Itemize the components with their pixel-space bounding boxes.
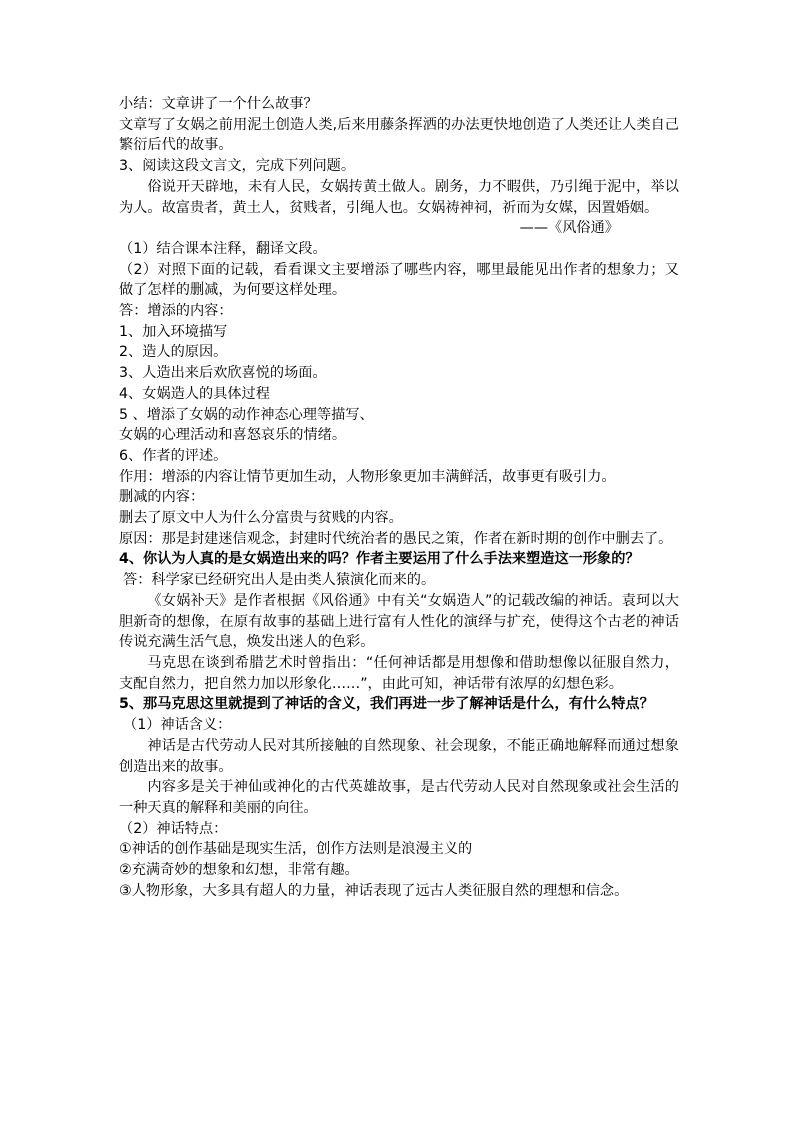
q5-feature: ③人物形象，大多具有超人的力量，神话表现了远古人类征服自然的理想和信念。 xyxy=(119,882,629,899)
q5-def2: 内容多是关于神仙或神化的古代英雄故事，是古代劳动人民对自然现象或社会生活的一种天真的解释和美丽的向往。 xyxy=(119,779,679,816)
q3-item: 5 、增添了女娲的动作神态心理等描写、 xyxy=(119,406,374,423)
q4-para1: 《女娲补天》是作者根据《风俗通》中有关“女娲造人”的记载改编的神话。袁珂以大胆新奇的想像，在原有故事的基础上进行富有人性化的演绎与扩充，使得这个古老的神话传说充满生活气息，焕发出迷人的色彩。 xyxy=(119,592,679,651)
q3-passage: 俗说开天辟地，未有人民，女娲抟黄土做人。剧务，力不暇供，乃引绳于泥中，举以为人。故富贵者，黄土人，贫贱者，引绳人也。女娲祷神祠，祈而为女媒，因置婚姻。 xyxy=(119,178,679,216)
q3-answer-label: 答：增添的内容： xyxy=(119,303,233,320)
q5-feature: ②充满奇妙的想象和幻想，非常有趣。 xyxy=(119,862,359,879)
q3-item: 女娲的心理活动和喜怒哀乐的情绪。 xyxy=(119,427,347,444)
q3-deleted-label: 删减的内容： xyxy=(119,489,205,506)
q3-item: 4、女娲造人的具体过程 xyxy=(119,385,270,402)
q3-source: ——《风俗通》 xyxy=(519,220,619,237)
q5-title: 5、那马克思这里就提到了神话的含义，我们再进一步了解神话是什么，有什么特点？ xyxy=(119,696,654,713)
q5-sub2: （2）神话特点： xyxy=(119,820,228,837)
q5-feature: ①神话的创作基础是现实生活，创作方法则是浪漫主义的 xyxy=(119,841,473,858)
q3-effect: 作用：增添的内容让情节更加生动，人物形象更加丰满鲜活，故事更有吸引力。 xyxy=(119,468,616,485)
q3-deleted: 删去了原文中人为什么分富贵与贫贱的内容。 xyxy=(119,510,403,527)
q3-item: 1、加入环境描写 xyxy=(119,323,228,340)
q3-title: 3、阅读这段文言文，完成下列问题。 xyxy=(119,158,356,175)
q3-item: 6、作者的评述。 xyxy=(119,447,228,464)
q3-sub2: （2）对照下面的记载，看看课文主要增添了哪些内容，哪里最能见出作者的想象力；又做了怎样的删减，为何要这样处理。 xyxy=(119,261,679,299)
q5-def1: 神话是古代劳动人民对其所接触的自然现象、社会现象，不能正确地解释而通过想象创造出来的故事。 xyxy=(119,737,679,775)
q3-sub1: （1）结合课本注释，翻译文段。 xyxy=(119,240,327,257)
q3-reason: 原因：那是封建迷信观念，封建时代统治者的愚民之策，作者在新时期的创作中删去了。 xyxy=(119,530,673,547)
q3-item: 2、造人的原因。 xyxy=(119,344,228,361)
document-page xyxy=(119,94,679,901)
q4-title: 4、你认为人真的是女娲造出来的吗？作者主要运用了什么手法来塑造这一形象的？ xyxy=(119,551,640,568)
q4-para2: 马克思在谈到希腊艺术时曾指出：“任何神话都是用想像和借助想像以征服自然力，支配自然力，把自然力加以形象化……”，由此可知，神话带有浓厚的幻想色彩。 xyxy=(119,654,679,692)
q3-item: 3、人造出来后欢欣喜悦的场面。 xyxy=(119,365,327,382)
summary-answer: 文章写了女娲之前用泥土创造人类,后来用藤条挥洒的办法更快地创造了人类还让人类自己繁衍后代的故事。 xyxy=(119,116,679,154)
summary-question: 小结：文章讲了一个什么故事？ xyxy=(119,96,318,112)
q4-answer: 答：科学家已经研究出人是由类人猿演化而来的。 xyxy=(123,572,436,589)
q5-sub1: （1）神话含义： xyxy=(123,717,232,734)
